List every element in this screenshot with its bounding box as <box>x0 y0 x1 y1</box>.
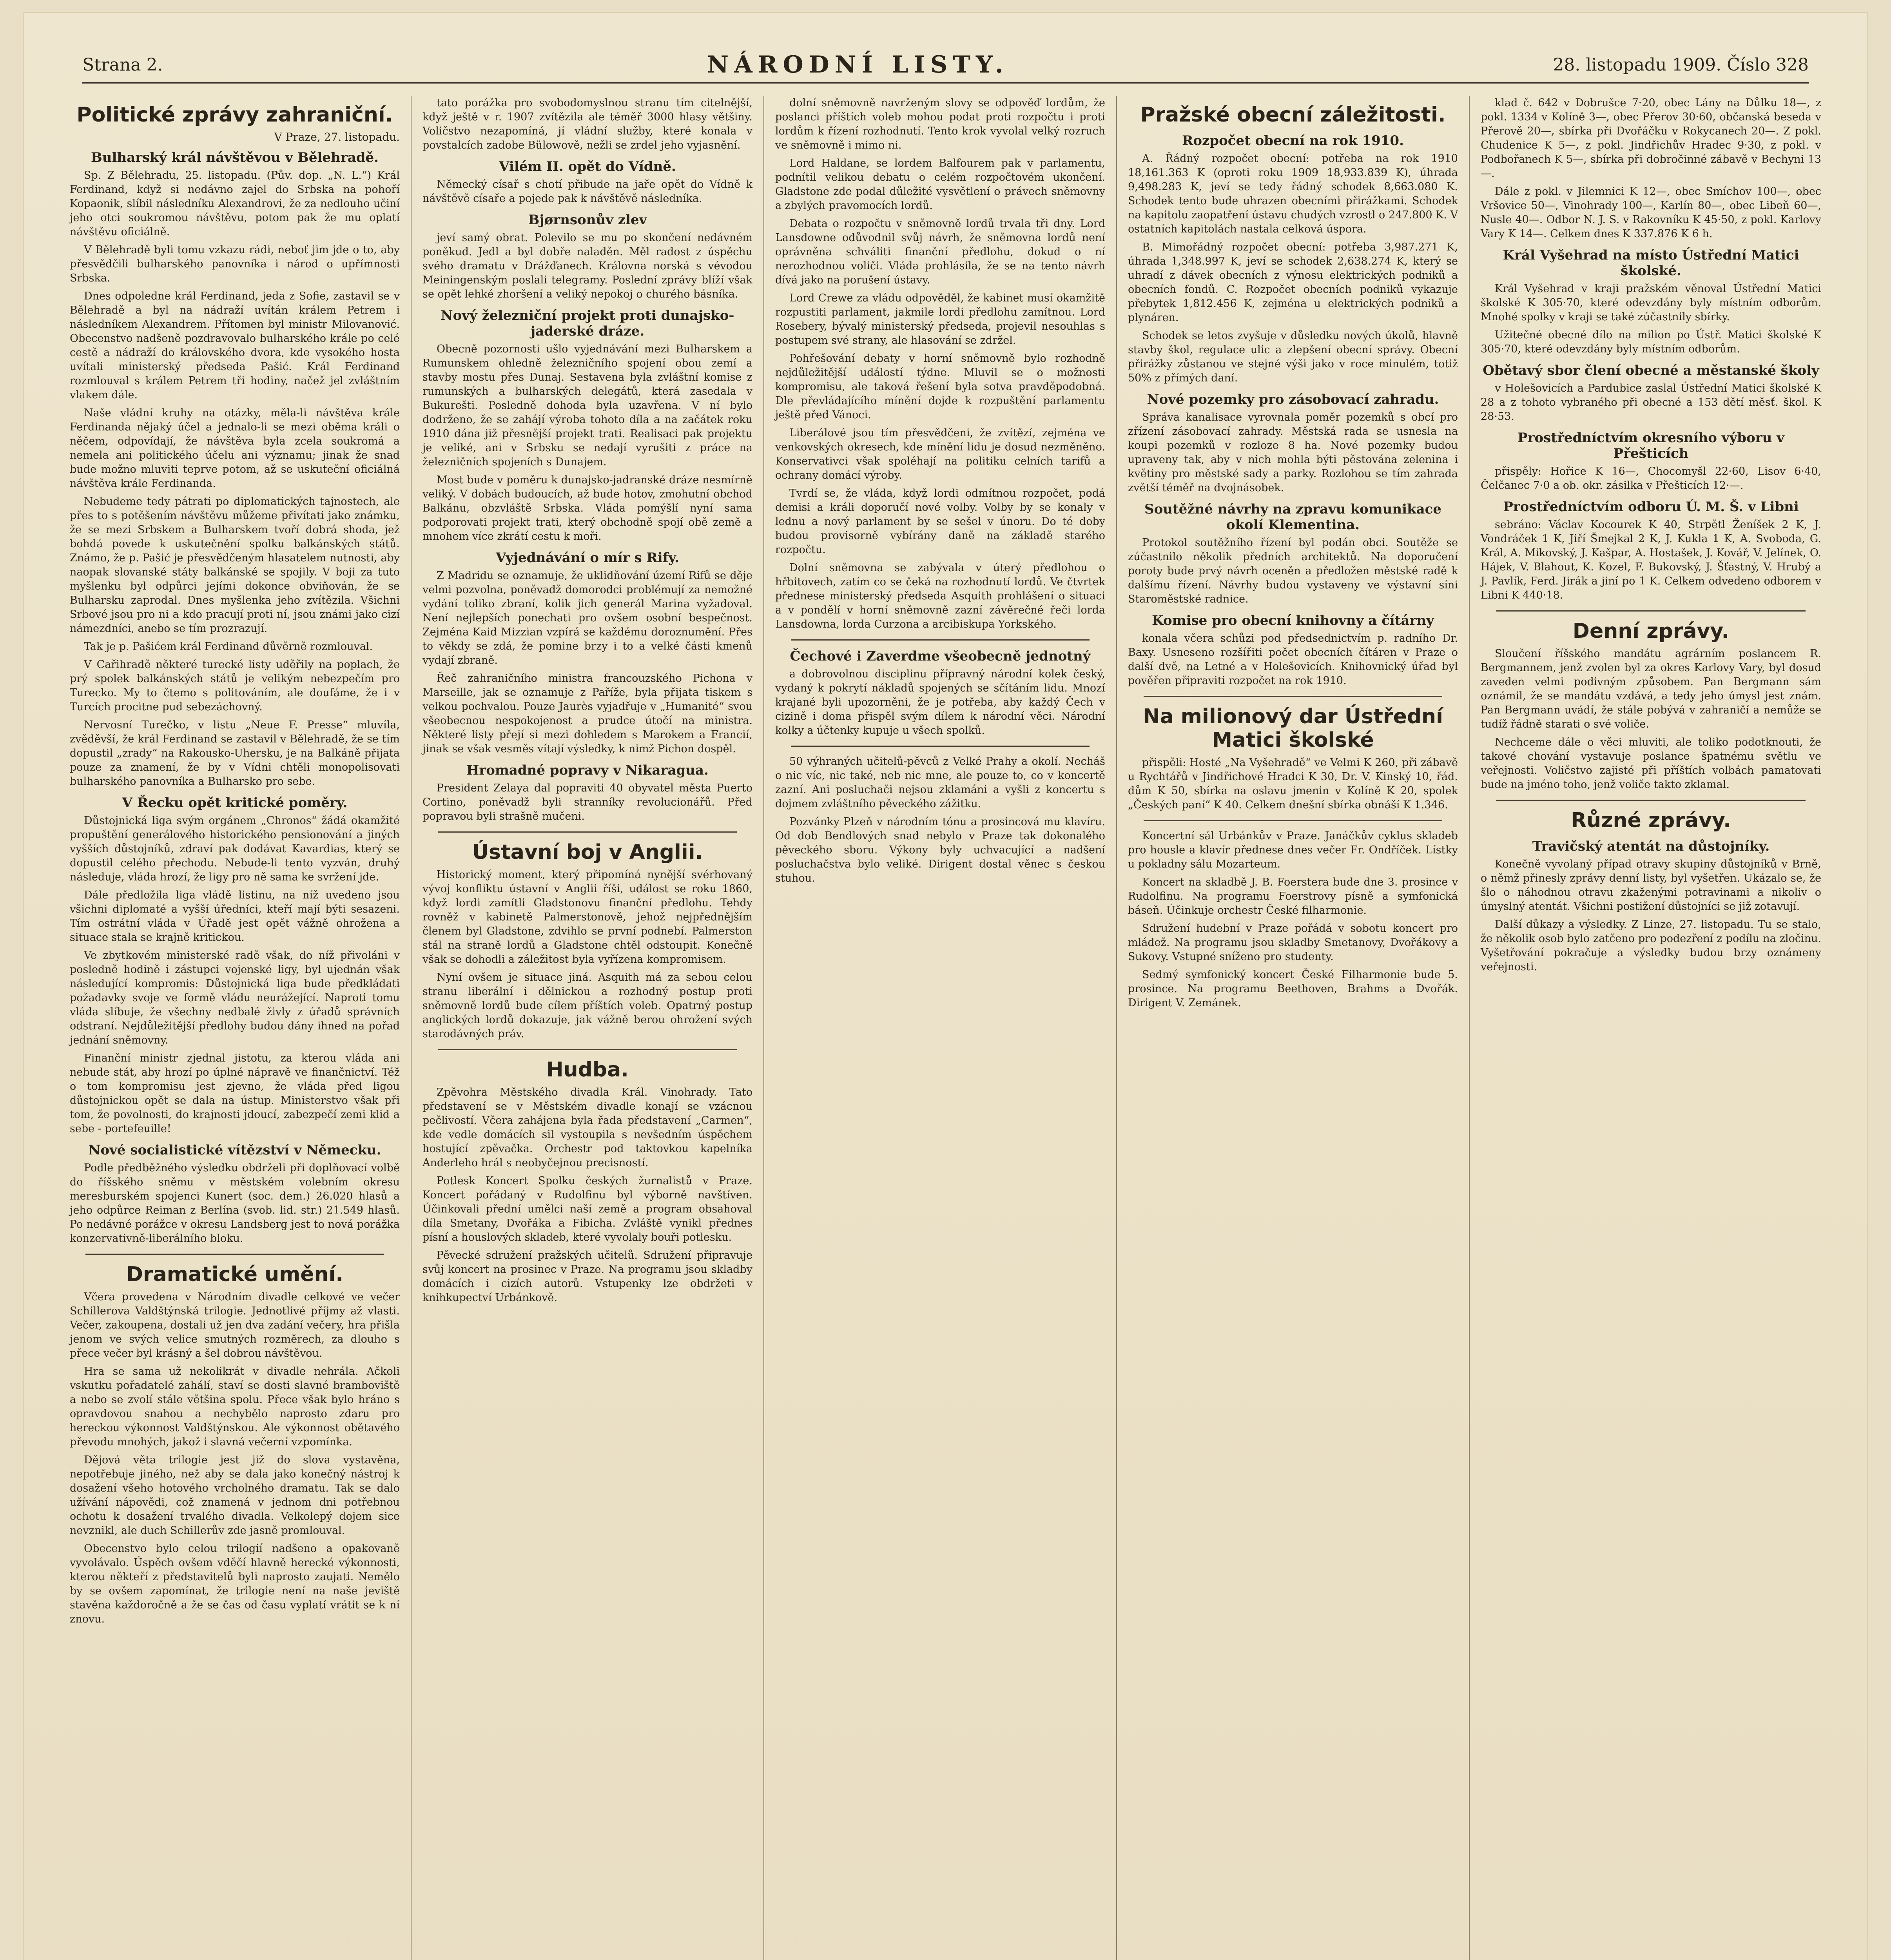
section-heading: Denní zprávy. <box>1572 619 1730 643</box>
section-heading: Na milionový dar Ústřední Matici školské <box>1143 705 1443 752</box>
paragraph: Pěvecké sdružení pražských učitelů. Sdružení připravuje svůj koncert na prosinec v Praze. Na programu jsou skladby domácích i cizích autorů. Vstupenky lze obdržeti v knihkupectví Urbánkově. <box>422 1249 752 1304</box>
article-title: Král Vyšehrad na místo Ústřední Matici školské. <box>1503 247 1799 279</box>
paragraph: Schodek se letos zvyšuje v důsledku nových úkolů, hlavně stavby škol, regulace ulic a zlepšení obecní správy. Obecní přirážky zůstanou ve stejné výši jako v roce minulém, totiž 50% z přímých daní. <box>1128 330 1458 384</box>
article-title: Rozpočet obecní na rok 1910. <box>1182 133 1404 149</box>
paragraph: Správa kanalisace vyrovnala poměr pozemků s obcí pro zřízení zásobovací zahrady. Městská rada se usnesla na koupi pozemků v rozloze 8 ha. Nové pozemky budou upraveny tak, aby v nich mohla býti pěstována zelenina i květiny pro městské sady a parky. Rozlohou se tím zahrada zvětší téměř na dvojnásobek. <box>1128 411 1458 494</box>
paragraph: Nebudeme tedy pátrati po diplomatických tajnostech, ale přes to s potěšením návštěvu můžeme přivítati jako známku, že se mezi Srbskem a Bulharskem tvoří dobrá shoda, jež bohdá povede k uskutečnění spolku balkánských států. Známo, že p. Pašić je přesvědčeným hlasatelem nutnosti, aby naopak slovanské státy balkánské se spojily. V boji za tuto myšlenku byl odpůrci jejími dokonce obviňován, že se Bulharsku zaprodal. Dnes myšlenka jeho zvítězila. Všichni Srbové jsou pro ni a kdo pracují proti ní, jsou známi jako cizí námezdníci, anebo se tím prozrazují. <box>70 495 400 635</box>
paragraph: Lord Haldane, se lordem Balfourem pak v parlamentu, podnítil velikou debatu o celém rozpočtovém ukončení. Gladstone zde podal důležité vysvětlení o právech sněmovny a zbylých pravomocích lordů. <box>775 157 1105 212</box>
section-heading: Hudba. <box>546 1058 629 1082</box>
paragraph: Dolní sněmovna se zabývala v úterý předlohou o hřbitovech, zatím co se čeká na rozhodnutí lordů. Ve čtvrtek přednese ministerský předseda Asquith prohlášení o situaci a v pondělí v horní sněmovně zazní závěrečné řeči lorda Lansdowna, lorda Curzona a arcibiskupa Yorkského. <box>775 562 1105 630</box>
paragraph: v Holešovicích a Pardubice zaslal Ústřední Matici školské K 28 a z tohoto vybraného při obecné a 153 dětí měsť. škol. K 28·53. <box>1481 382 1821 423</box>
article-title: Nové pozemky pro zásobovací zahradu. <box>1147 392 1439 407</box>
article-title: Nové socialistické vítězství v Německu. <box>88 1142 381 1158</box>
paragraph: Tvrdí se, že vláda, když lordi odmítnou rozpočet, podá demisi a králi doporučí nové volby. Volby by se konaly v lednu a nový parlament by se sešel v únoru. Do té doby budou provisorně vybírány daně na základě starého rozpočtu. <box>775 487 1105 556</box>
paragraph: Sdružení hudební v Praze pořádá v sobotu koncert pro mládež. Na programu jsou skladby Smetanovy, Dvořákovy a Sukovy. Vstupné sníženo pro studenty. <box>1128 922 1458 963</box>
section-divider <box>791 746 1090 747</box>
paragraph: přispěli: Hosté „Na Vyšehradě“ ve Velmi K 260, při zábavě u Rychtářů v Jindřichové Hradci K 30, Dr. V. Kinský 10, řád. dům K 50, sbírka na oslavu jmenin v Kolíně K 20, spolek „Českých paní“ K 40. Celkem dnešní sbírka obnáší K 1.346. <box>1128 757 1458 811</box>
paragraph: Lord Crewe za vládu odpověděl, že kabinet musí okamžitě rozpustiti parlament, jakmile lordi předlohu zamítnou. Lord Rosebery, bývalý ministerský předseda, projevil nesouhlas s postupem své strany, ale hlasování se zdržel. <box>775 292 1105 347</box>
paragraph: 50 výhraných učitelů-pěvců z Velké Prahy a okolí. Necháš o nic víc, nic také, neb nic mne, ale pouze to, co v koncertě zazní. Ani posluchači nejsou zklamáni a vyšli z koncertu s dojmem zvláštního pěveckého zážitku. <box>775 755 1105 810</box>
paragraph: Sloučení říšského mandátu agrárním poslancem R. Bergmannem, jenž zvolen byl za okres Karlovy Vary, byl dosud zaveden velmi podivným způsobem. Pan Bergmann sám oznámil, že se mandátu vzdává, a tedy jeho úmysl jest znám. Pan Bergmann uvádí, že stále pobývá v zahraničí a nemůže se tudíž řádně starati o své voliče. <box>1481 648 1821 730</box>
paragraph: Potlesk Koncert Spolku českých žurnalistů v Praze. Koncert pořádaný v Rudolfinu byl výborně navštíven. Účinkovali přední umělci naší země a program obsahoval díla Smetany, Dvořáka a Fibicha. Zvláště vynikl přednes písní a houslových skladeb, které vyvolaly bouři potlesku. <box>422 1175 752 1243</box>
article-title: Čechové i Zaverdme všeobecně jednotný <box>790 648 1091 664</box>
paragraph: Tak je p. Pašićem král Ferdinand důvěrně rozmlouval. <box>84 641 373 653</box>
section-divider <box>1144 696 1442 697</box>
paragraph: sebráno: Václav Kocourek K 40, Strpětl Ženíšek 2 K, J. Vondráček 1 K, Jiří Šmejkal 2 K, J. Kukla 1 K, A. Svoboda, G. Král, A. Mikovský, J. Kašpar, A. Hostašek, J. Kovář, V. Jelínek, O. Hájek, V. Blahout, K. Kozel, F. Bukovský, J. Šťastný, V. Hrubý a J. Pavlík, Ferd. Jirák a jiní po 1 K. Celkem odvedeno odborem v Libni K 440·18. <box>1481 519 1821 601</box>
article-title: Bulharský král návštěvou v Bělehradě. <box>91 150 379 165</box>
paragraph: Zpěvohra Městského divadla Král. Vinohrady. Tato představení se v Městském divadle konají se vzácnou pečlivostí. Včera zahájena byla řada představení „Carmen“, kde vedle domácích sil vystoupila s nevšedním úspěchem hostující zpěvačka. Orchestr pod taktovkou kapelníka Anderleho hrál s neobyčejnou precisností. <box>422 1086 752 1169</box>
paragraph: Koncertní sál Urbánkův v Praze. Janáčkův cyklus skladeb pro housle a klavír přednese dnes večer Fr. Ondříček. Lístky u pokladny sálu Mozarteum. <box>1128 830 1458 870</box>
section-heading: Politické zprávy zahraniční. <box>76 103 393 127</box>
paragraph: a dobrovolnou disciplinu přípravný národní kolek český, vydaný k pokrytí nákladů spojených se sčítáním lidu. Mnozí krajané byli upozorněni, že je potřeba, aby každý Čech v cizině i doma přispěl svým dílem k národní věci. Národní kolky a účtenky kupuje u všech spolků. <box>775 668 1105 737</box>
masthead <box>82 47 1809 84</box>
paragraph: Další důkazy a výsledky. Z Linze, 27. listopadu. Tu se stalo, že několik osob bylo zatčeno pro podezření z podílu na zločinu. Vyšetřování pokračuje a výsledky budou brzy oznámeny veřejnosti. <box>1481 918 1821 973</box>
paragraph: B. Mimořádný rozpočet obecní: potřeba 3,987.271 K, úhrada 1,348.997 K, jeví se schodek 2,638.274 K, který se uhradí z dávek obecních z výnosu elektrických podniků a obecních fondů. C. Rozpočet obecních podniků vykazuje přebytek 1,812.456 K, zejména u elektrických podniků a plynáren. <box>1128 241 1458 324</box>
column-5 <box>1470 96 1832 1960</box>
paragraph: Dále z pokl. v Jilemnici K 12—, obec Smíchov 100—, obec Vršovice 50—, Vinohrady 100—, Karlín 80—, obec Libeň 60—, Nusle 40—. Odbor N. J. S. v Rakovníku K 45·50, z pokl. Karlovy Vary K 14—. Celkem dnes K 337.876 K 6 h. <box>1481 185 1821 240</box>
paragraph: Sp. Z Bělehradu, 25. listopadu. (Pův. dop. „N. L.“) Král Ferdinand, když si nedávno zajel do Srbska na pohoří Kopaonik, slíbil následníku Alexandrovi, že za nedlouho učiní jeho otci soukromou návštěvu, potom pak že mu oplatí návštěvu oficiálně. <box>70 169 400 238</box>
issue-date: 28. listopadu 1909. Číslo 328 <box>1553 54 1809 75</box>
newspaper-page <box>24 12 1867 1960</box>
section-divider <box>438 831 737 833</box>
paragraph: tato porážka pro svobodomyslnou stranu tím citelnější, když ještě v r. 1907 zvítězila ale téměř 3000 hlasy většiny. Voličstvo nezapomíná, jí vládní služby, které konala v povstalcích zadobe Bülowově, nežli se zrdel jeho vyjasnění. <box>422 97 752 151</box>
article-title: Soutěžné návrhy na zpravu komunikace okolí Klementina. <box>1144 501 1441 533</box>
paragraph: dolní sněmovně navrženým slovy se odpověď lordům, že poslanci příštích voleb mohou podat proti rozpočtu i proti lordům k řízení rozhodnutí. Tento krok vyvolal velký rozruch ve sněmovně i mimo ni. <box>775 97 1105 151</box>
paragraph: Král Vyšehrad v kraji pražském věnoval Ústřední Matici školské K 305·70, které odevzdány byly místním odborům. Mnohé spolky v kraji se také zúčastnily sbírky. <box>1481 283 1821 323</box>
paragraph: Nyní ovšem je situace jiná. Asquith má za sebou celou stranu liberální i dělnickou a rozhodný postup proti sněmovně lordů bude cílem příštích voleb. Opatrný postup anglických lordů dokazuje, jak vážně berou ohrožení svých starodávných práv. <box>422 971 752 1040</box>
paragraph: konala včera schůzi pod předsednictvím p. radního Dr. Baxy. Usneseno rozšířiti počet obecních čítáren v Praze o další dvě, na Letné a v Holešovicích. Knihovnický úřad byl pověřen připraviti rozpočet na rok 1910. <box>1128 632 1458 687</box>
newspaper-title: NÁRODNÍ LISTY. <box>707 51 1009 78</box>
section-divider <box>85 1254 384 1255</box>
section-divider <box>1496 800 1806 801</box>
paragraph: Pozvánky Plzeň v národním tónu a prosincová mu klavíru. Od dob Bendlových snad nebylo v Praze tak dokonalého pěveckého sboru. Výkony byly uchvacující a nadšení posluchačstva bylo veliké. Dirigent dostal věnec s českou stuhou. <box>775 816 1105 884</box>
section-divider <box>1144 820 1442 821</box>
article-title: Vilém II. opět do Vídně. <box>499 159 676 174</box>
paragraph: Německý císař s chotí přibude na jaře opět do Vídně k návštěvě císaře a pojede pak k návštěvě následníka. <box>422 178 752 205</box>
paragraph: jeví samý obrat. Polevilo se mu po skončení nedávném poněkud. Jedl a byl dobře naladěn. Měl radost z úspěchu svého dramatu v Drážďanech. Královna norská s vévodou Meiningenským poslali telegramy. Poslední zprávy blíží však se opět lehké zhoršení a veliký nepokoj o churého básníka. <box>422 232 752 300</box>
paragraph: přispěly: Hořice K 16—, Chocomyšl 22·60, Lisov 6·40, Čelčanec 7·0 a ob. okr. zásilka v Přešticích 12·—. <box>1481 465 1821 492</box>
section-divider <box>438 1049 737 1050</box>
paragraph: Řeč zahraničního ministra francouzského Pichona v Marseille, jak se oznamuje z Paříže, byla přijata tiskem s velkou pochvalou. Pouze Jaurès vyjadřuje v „Humanité“ svou všeobecnou nespokojenost a prudce útočí na ministra. Některé listy přejí si mezi dohledem s Marokem a Francií, jinak se však vesměs vítají výsledky, k nimž Pichon dospěl. <box>422 672 752 755</box>
article-title: Prostředníctvím odboru Ú. M. Š. v Libni <box>1503 499 1799 515</box>
paragraph: Dnes odpoledne král Ferdinand, jeda z Sofie, zastavil se v Bělehradě a byl na nádraží uvítán králem Petrem i následníkem Alexandrem. Přítomen byl ministr Milovanović. Obecenstvo nadšeně pozdravovalo bulharského krále po celé cestě a nádraží do královského dvora, kde vysokého hosta uvítali ministerský předseda Pašić. Král Ferdinand rozmlouval s králem Petrem tři hodiny, načež jel zvláštním vlakem dále. <box>70 290 400 401</box>
column-1 <box>59 96 412 1960</box>
column-3 <box>764 96 1117 1960</box>
paragraph: Užitečné obecné dílo na milion po Ústř. Matici školské K 305·70, které odevzdány byly místním odborům. <box>1481 329 1821 355</box>
paragraph: Dějová věta trilogie jest již do slova vystavěna, nepotřebuje jiného, než aby se dala jako konečný nástroj k dosažení všeho hotového vrcholného dramatu. Tak se dalo užívání nápovědi, což znamená v jednom dni potřebnou ochotu k dosažení trvalého divadla. Velkolepý dojem sice nevznikl, ale duch Schillerův zde jasně promlouval. <box>70 1454 400 1537</box>
article-title: Komise pro obecní knihovny a čítárny <box>1152 613 1434 628</box>
paragraph: Naše vládní kruhy na otázky, měla-li návštěva krále Ferdinanda nějaký účel a jednalo-li se mezi oběma králi o něčem, odpovídají, že návštěva byla zcela soukromá a nemela ani politického účelu ani významu; jinak že snad bude možno mluviti teprve potom, až se uskuteční oficiálná návštěva krále Ferdinanda. <box>70 407 400 490</box>
article-title: V Řecku opět kritické poměry. <box>122 795 348 811</box>
paragraph: V Bělehradě byli tomu vzkazu rádi, neboť jim jde o to, aby přesvědčili bulharského panovníka i národ o upřímnosti Srbska. <box>70 244 400 284</box>
paragraph: Finanční ministr zjednal jistotu, za kterou vláda ani nebude stát, aby hrozí po úplné nápravě ve finančnictví. Též o tom kompromisu jest zjevno, že vláda před ligou důstojnickou opět se dala na ústup. Ministerstvo však při tom, že povolnosti, do krajnosti jdoucí, zabezpečí zemi klid a sebe - portefeuille! <box>70 1052 400 1135</box>
paragraph: President Zelaya dal popraviti 40 obyvatel města Puerto Cortino, poněvadž byli stranníky revolucionářů. Před popravou byli strašně mučeni. <box>422 782 752 822</box>
paragraph: Koncert na skladbě J. B. Foerstera bude dne 3. prosince v Rudolfinu. Na programu Foerstrovy písně a symfonická báseň. Účinkuje orchestr České filharmonie. <box>1128 876 1458 916</box>
article-title: Bjørnsonův zlev <box>528 212 647 228</box>
paragraph: Podle předběžného výsledku obdrželi při doplňovací volbě do říšského sněmu v městském volebním okresu meresburském spojenci Kunert (soc. dem.) 26.020 hlasů a jeho odpůrce Reiman z Berlína (svob. lid. str.) 21.549 hlasů. Po nedávné porážce v okresu Landsberg jest to nová porážka konzervativně-liberálního bloku. <box>70 1162 400 1245</box>
paragraph: Obecně pozornosti ušlo vyjednávání mezi Bulharskem a Rumunskem ohledně železničního spojení obou zemí a stavby mostu přes Dunaj. Sestavena byla zvláštní komise z rumunských a bulharských delegátů, která zasedala v Bukurešti. Posledně dohoda byla uzavřena. V ní bylo dodrženo, že se zahájí výroba tohoto díla a na začátek roku 1910 dána již přesnější projekt trati. Realisaci pak projektu je veliké, ani v Srbsku se nedají vyrušiti z práce na železničních spojeních s Dunajem. <box>422 343 752 468</box>
paragraph: A. Řádný rozpočet obecní: potřeba na rok 1910 18,161.363 K (oproti roku 1909 18,933.839 K), úhrada 9,498.283 K, jeví se tedy řádný schodek 8,663.080 K. Schodek tento bude uhrazen obecními přirážkami. Schodek na kapitolu zaopatření ústavu chudých vzrostl o 247.800 K. V ostatních kapitolách nastala celková úspora. <box>1128 152 1458 235</box>
paragraph: Dále předložila liga vládě listinu, na níž uvedeno jsou všichni diplomaté a vyšší úředníci, kteří mají býti sesazeni. Tím ostrátní vláda v Úřadě jest opět vážně ohrožena a situace stala se krajně kritickou. <box>70 889 400 944</box>
column-2 <box>412 96 764 1960</box>
article-title: Nový železniční projekt proti dunajsko-jaderské dráze. <box>441 308 734 339</box>
section-heading: Různé zprávy. <box>1571 809 1731 832</box>
dateline: V Praze, 27. listopadu. <box>274 131 400 143</box>
section-heading: Pražské obecní záležitosti. <box>1140 103 1446 127</box>
paragraph: Protokol soutěžního řízení byl podán obci. Soutěže se zúčastnilo několik předních architektů. Na doporučení poroty bude prvý návrh oceněn a předložen městské radě k dalšímu řízení. Návrhy budou vystaveny ve výstavní síni Staroměstské radnice. <box>1128 537 1458 605</box>
section-divider <box>1496 610 1806 612</box>
page-number: Strana 2. <box>82 54 163 75</box>
column-4 <box>1117 96 1470 1960</box>
paragraph: Nervosní Turečko, v listu „Neue F. Presse“ mluvíla, zvěděvší, že král Ferdinand se zastavil v Bělehradě, že se tím dopustil „zrady“ na Rakousko-Uhersku, je na Balkáně přijata pouze za znamení, že by v Vídni chtěli monopolisovati bulharského panovníka a Bulharsko pro sebe. <box>70 719 400 788</box>
paragraph: Most bude v poměru k dunajsko-jadranské dráze nesmírně veliký. V dobách budoucích, až bude hotov, zmohutní obchod Balkánu, obzvláště Srbska. Vláda pomýšlí nyní sama podporovati projekt trati, který obchodně spojí obě země a mnohem více zkrátí cestu k moři. <box>422 474 752 543</box>
paragraph: Důstojnická liga svým orgánem „Chronos“ žádá okamžité propuštění generálového historického pensionování a jiných vyšších důstojníků, zdraví pak dodávat Kavardias, který se dopustil celého přechodu. Nebude-li tento vyzván, druhý následuje, vláda hrozí, že ligy pro ně sama ke svržení jde. <box>70 815 400 883</box>
article-title: Travičský atentát na důstojníky. <box>1532 838 1770 854</box>
paragraph: V Cařihradě některé turecké listy uděřily na poplach, že prý spolek balkánských států je velikým nebezpečím pro Turecko. My to čtemo s politováním, ale doufáme, že i v Turcích procitne pud sebezáchovný. <box>70 659 400 713</box>
paragraph: Historický moment, který připomíná nynější svérhovaný vývoj konfliktu ústavní v Anglii říši, událost se roku 1860, když lordi zamítli Gladstonovu finanční předlohu. Tehdy rovněž v kabinetě Palmerstonově, jehož nejpřednějším členem byl Gladstone, zdvihlo se první podnebí. Palmerston stál na straně lordů a Gladstone chtěl odstoupit. Konečně však se dohodli a záležitost byla vyřízena kompromisem. <box>422 869 752 965</box>
article-title: Obětavý sbor člení obecné a městanské školy <box>1483 363 1819 378</box>
section-heading: Dramatické umění. <box>126 1263 344 1286</box>
paragraph: Liberálové jsou tím přesvědčeni, že zvítězí, zejména ve venkovských okresech, kde mínění lidu je dosud nezměněno. Konservativci však spoléhají na politiku celních tarifů a ochrany domácí výroby. <box>775 427 1105 481</box>
article-title: Vyjednávání o mír s Rify. <box>495 550 680 566</box>
article-title: Hromadné popravy v Nikaragua. <box>466 762 709 778</box>
paragraph: Sedmý symfonický koncert České Filharmonie bude 5. prosince. Na programu Beethoven, Brahms a Dvořák. Dirigent V. Zemánek. <box>1128 969 1458 1009</box>
paragraph: Pohřešování debaty v horní sněmovně bylo rozhodně nejdůležitější událostí týdne. Mluvil se o možnosti kompromisu, ale taková řešení byla sotva pravděpodobná. Dle převládajícího mínění dojde k rozpuštění parlamentu ještě před Vánoci. <box>775 352 1105 421</box>
paragraph: Obecenstvo bylo celou trilogií nadšeno a opakovaně vyvolávalo. Úspěch ovšem vděčí hlavně herecké výkonnosti, kterou někteří z představitelů byli naprosto zaujati. Nemělo by se ovšem zapomínat, že trilogie není na naše jeviště stavěna každoročně a že se čas od času vyplatí vrátit se k ní znovu. <box>70 1543 400 1625</box>
paragraph: Hra se sama už nekolikrát v divadle nehrála. Ačkoli vskutku pořadatelé zahálí, staví se dosti slavné bramboviště a nebo se zvolí stále většina spolu. Přece však bylo hráno s opravdovou snahou a nechybělo naprosto zdaru pro hereckou výkonnost Valdštýnskou. Ale výkonnost obětavého převodu mnohých, jakož i slavná večerní vzpomínka. <box>70 1365 400 1448</box>
section-heading: Ústavní boj v Anglii. <box>472 840 703 864</box>
section-divider <box>791 639 1090 641</box>
paragraph: Včera provedena v Národním divadle celkové ve večer Schillerova Valdštýnská trilogie. Jednotlivé příjmy až vlasti. Večer, zakoupena, dostali už jen dva zadání večery, hra přišla jenom ve svých velice smutných rozměrech, za dlouho s přece večer byl krásný a šel dobrou návštěvou. <box>70 1291 400 1359</box>
paragraph: klad č. 642 v Dobrušce 7·20, obec Lány na Důlku 18—, z pokl. 1334 v Kolíně 3—, obec Přerov 30·60, občanská beseda v Přerově 20—, sbírka při Dvořáčku v Rokycanech 20—. Z pokl. Chudenice K 5—, z pokl. Jindřichův Hradec 9·30, z pokl. v Podbořanech K 5—, sbírka při dobročinné zábavě v Bechyni 13—. <box>1481 97 1821 180</box>
paragraph: Nechceme dále o věci mluviti, ale toliko podotknouti, že takové chování vystavuje poslance špatnému světlu ve veřejnosti. Voličstvo zajisté při příštích volbách pamatovati bude na jméno toho, jenž voliče takto zklamal. <box>1481 736 1821 791</box>
paragraph: Debata o rozpočtu v sněmovně lordů trvala tři dny. Lord Lansdowne odůvodnil svůj návrh, že sněmovna lordů není oprávněna schváliti finanční předlohu, dokud o ní nerozhodnou voliči. Vláda prohlásila, že se na tento návrh dívá jako na porušení ústavy. <box>775 218 1105 286</box>
paragraph: Konečně vyvolaný případ otravy skupiny důstojníků v Brně, o němž přinesly zprávy denní listy, byl vyšetřen. Ukázalo se, že šlo o náhodnou otravu zkaženými potravinami a nikoliv o úmyslný atentát. Všichni postižení důstojníci se již zotavují. <box>1481 858 1821 913</box>
article-title: Prostředníctvím okresního výboru v Přešticích <box>1518 430 1784 461</box>
paragraph: Ve zbytkovém ministerské radě však, do níž přivoláni v posledně hodině i zástupci vojenské ligy, byl ujednán však následující kompromis: Důstojnická liga bude předkládati požadavky svoje ve formě vládu neurážející. Naproti tomu vláda slíbuje, že všechny nedbalé živly z úřadů správních odstraní. Nejdůležitější předlohy budou dány ihned na pořad jednání sněmovny. <box>70 949 400 1046</box>
paragraph: Z Madridu se oznamuje, že uklidňování území Rifů se děje velmi pozvolna, poněvadž domorodci problémují za nemožné vydání toliko zbraní, kolik jich generál Marina vyžadoval. Není nejlepších ponechati pro ovšem osobní bespečnost. Zejména Kaid Mizzian vzpírá se každému doroznumění. Přes to věkdy se zdá, že pomine brzy i to a velké části kmenů vydají zbraně. <box>422 570 752 666</box>
